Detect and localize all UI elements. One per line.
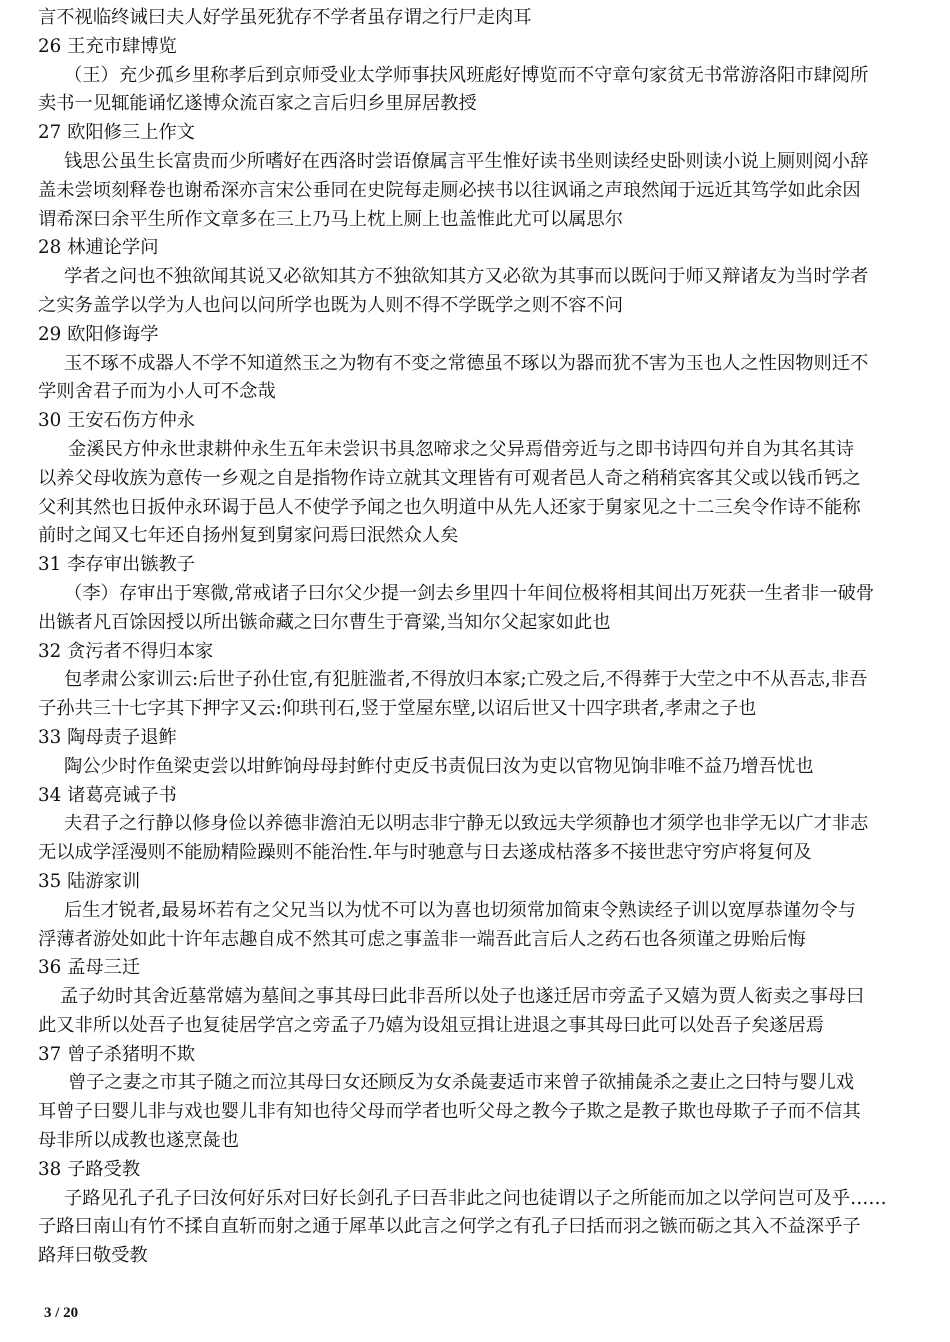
- paragraph-line: 孟子幼时其舍近墓常嬉为墓间之事其母曰此非吾所以处子也遂迁居市旁孟子又嬉为贾人衒卖之事母曰: [60, 986, 865, 1008]
- paragraph-line: 前时之闻又七年还自扬州复到舅家问焉曰泯然众人矣: [38, 525, 459, 547]
- section-heading: 27 欧阳修三上作文: [38, 122, 196, 144]
- paragraph-line: 玉不琢不成器人不学不知道然玉之为物有不变之常德虽不琢以为器而犹不害为玉也人之性因物则迁不: [64, 352, 869, 374]
- paragraph-line: 此又非所以处吾子也复徒居学宫之旁孟子乃嬉为设俎豆揖让进退之事其母曰此可以处吾子矣遂居焉: [38, 1014, 825, 1036]
- section-heading: 34 诸葛亮诫子书: [38, 784, 177, 806]
- section-heading: 30 王安石伤方仲永: [38, 410, 196, 432]
- paragraph-line: 耳曾子曰婴儿非与戏也婴儿非有知也待父母而学者也听父母之教今子欺之是教子欺也母欺子子而不信其: [38, 1101, 861, 1123]
- document-body: [38, 4, 918, 1271]
- paragraph-line: 言不视临终诫曰夫人好学虽死犹存不学者虽存谓之行尸走肉耳: [38, 7, 532, 28]
- paragraph-line: 谓希深曰余平生所作文章多在三上乃马上枕上厕上也盖惟此尤可以属思尔: [38, 208, 623, 230]
- paragraph-line: 子路曰南山有竹不揉自直斩而射之通于犀革以此言之何学之有孔子曰括而羽之镞而砺之其入不益深乎子: [38, 1216, 861, 1238]
- paragraph-line: 夫君子之行静以修身俭以养德非澹泊无以明志非宁静无以致远夫学须静也才须学也非学无以广才非志: [64, 813, 869, 835]
- paragraph-line: 曾子之妻之市其子随之而泣其母曰女还顾反为女杀彘妻适市来曾子欲捕彘杀之妻止之曰特与婴儿戏: [68, 1072, 855, 1094]
- paragraph-line: 包孝肃公家训云:后世子孙仕宦,有犯脏滥者,不得放归本家;亡殁之后,不得葬于大茔之中不从吾志,非吾: [64, 669, 868, 691]
- paragraph-line: 陶公少时作鱼梁吏尝以坩鲊饷母母封鲊付吏反书责侃曰汝为吏以官物见饷非唯不益乃增吾忧也: [64, 755, 814, 777]
- paragraph-line: 钱思公虽生长富贵而少所嗜好在西洛时尝语僚属言平生惟好读书坐则读经史卧则读小说上厕则阅小辞: [64, 150, 869, 172]
- paragraph-line: （李）存审出于寒微,常戒诸子曰尔父少提一剑去乡里四十年间位极将相其间出万死获一生者非一破骨: [64, 582, 875, 604]
- page-number: 3 / 20: [44, 1305, 79, 1321]
- paragraph-line: 金溪民方仲永世隶耕仲永生五年未尝识书具忽啼求之父异焉借旁近与之即书诗四句并自为其名其诗: [68, 438, 855, 460]
- paragraph-line: 后生才锐者,最易坏若有之父兄当以为忧不可以为喜也切须常加简束令熟读经子训以宽厚恭谨勿令与: [64, 899, 856, 921]
- section-heading: 33 陶母责子退鲊: [38, 726, 177, 748]
- paragraph-line: 子路见孔子孔子曰汝何好乐对曰好长剑孔子曰吾非此之问也徒谓以子之所能而加之以学问岂可及乎……: [64, 1187, 887, 1209]
- paragraph-line: 出镞者凡百馀因授以所出镞命藏之曰尔曹生于膏粱,当知尔父起家如此也: [38, 611, 611, 633]
- paragraph-line: 学者之问也不独欲闻其说又必欲知其方不独欲知其方又必欲为其事而以既问于师又辩诸友为当时学者: [64, 266, 869, 288]
- paragraph-line: 以养父母收族为意传一乡观之自是指物作诗立就其文理皆有可观者邑人奇之稍稍宾客其父或以钱币钙之: [38, 467, 861, 489]
- section-heading: 38 子路受教: [38, 1158, 141, 1180]
- paragraph-line: 之实务盖学以学为人也问以问所学也既为人则不得不学既学之则不容不问: [38, 294, 623, 316]
- section-heading: 35 陆游家训: [38, 870, 141, 892]
- paragraph-line: 浮薄者游处如此十许年志趣自成不然其可虑之事盖非一端吾此言后人之药石也各须谨之毋贻后悔: [38, 928, 806, 950]
- paragraph-line: 卖书一见辄能诵忆遂博众流百家之言后归乡里屏居教授: [38, 93, 477, 115]
- section-heading: 37 曾子杀猪明不欺: [38, 1043, 196, 1065]
- section-heading: 28 林逋论学问: [38, 237, 159, 259]
- paragraph-line: 盖未尝顷刻释卷也谢希深亦言宋公垂同在史院每走厕必挟书以往讽诵之声琅然闻于远近其笃学如此余因: [38, 179, 861, 201]
- section-heading: 36 孟母三迁: [38, 957, 141, 979]
- section-heading: 26 王充市肆博览: [38, 35, 177, 57]
- paragraph-line: 子孙共三十七字其下押字又云:仰珙刊石,竖于堂屋东壁,以诏后世又十四字珙者,孝肃之子也: [38, 698, 757, 720]
- paragraph-line: （王）充少孤乡里称孝后到京师受业太学师事扶风班彪好博览而不守章句家贫无书常游洛阳市肆阅所: [64, 64, 869, 86]
- paragraph-line: 父利其然也日扳仲永环谒于邑人不使学予闻之也久明道中从先人还家于舅家见之十二三矣令作诗不能称: [38, 496, 861, 518]
- paragraph-line: 无以成学淫漫则不能励精险躁则不能治性.年与时驰意与日去遂成枯落多不接世悲守穷庐将复何及: [38, 842, 812, 864]
- section-heading: 29 欧阳修诲学: [38, 323, 159, 345]
- paragraph-line: 路拜曰敬受教: [38, 1245, 148, 1267]
- paragraph-line: 学则舍君子而为小人可不念哉: [38, 381, 276, 403]
- section-heading: 31 李存审出镞教子: [38, 554, 196, 576]
- paragraph-line: 母非所以成教也遂烹彘也: [38, 1130, 240, 1152]
- section-heading: 32 贪污者不得归本家: [38, 640, 214, 662]
